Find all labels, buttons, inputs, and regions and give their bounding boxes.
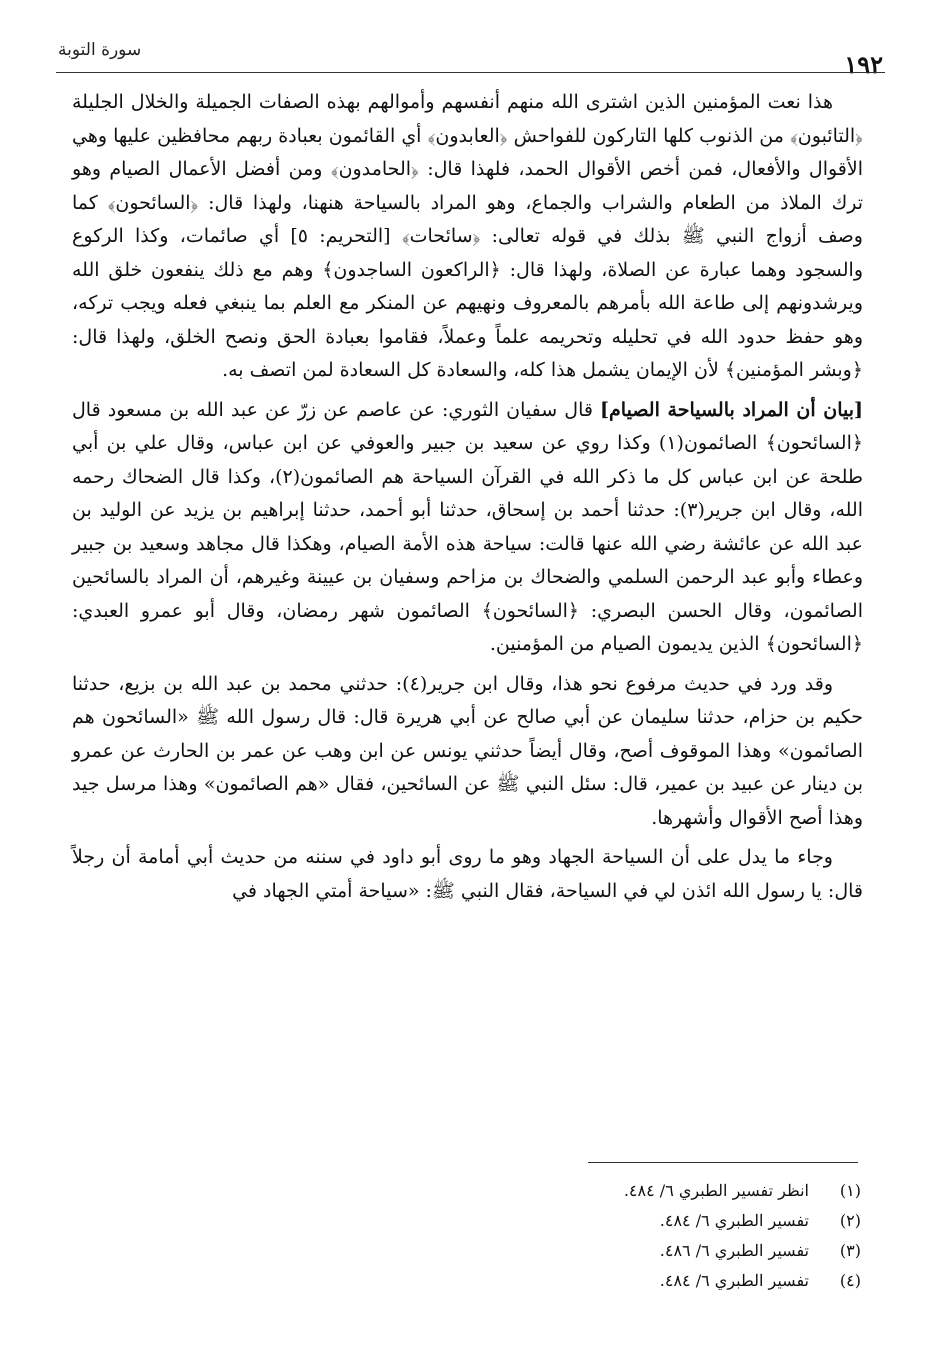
footnote-3: [430, 1236, 861, 1266]
footnote-1: [430, 1176, 861, 1206]
page-number: ١٩٢: [844, 50, 883, 79]
footnote-text: تفسير الطبري ٦/ ٤٨٦.: [659, 1241, 809, 1260]
footnotes: [430, 1176, 861, 1296]
footnote-2: [430, 1206, 861, 1236]
footnote-number: (١): [839, 1181, 861, 1200]
paragraph-1: هذا نعت المؤمنين الذين اشترى الله منهم أنفسهم وأموالهم بهذه الصفات الجميلة والخلال الجليلة ﴿التائبون﴾ من الذنوب كلها التاركون للفواحش ﴿العابدون﴾ أي القائمون بعبادة ربهم محافظين عليها وهي الأقوال والأفعال، فمن أخص الأقوال الحمد، فلهذا قال: ﴿الحامدون﴾ ومن أفضل الأعمال الصيام وهو ترك الملاذ من الطعام والشراب والجماع، وهو المراد بالسياحة هنهنا، ولهذا قال: ﴿السائحون﴾ كما وصف أزواج النبي ﷺ بذلك في قوله تعالى: ﴿سائحات﴾ [التحريم: ٥] أي صائمات، وكذا الركوع والسجود وهما عبارة عن الصلاة، ولهذا قال: ﴿الراكعون الساجدون﴾ وهم مع ذلك ينفعون خلق الله ويرشدونهم إلى طاعة الله بأمرهم بالمعروف ونهيهم عن المنكر مع العلم بما ينبغي فعله ويجب تركه، وهو حفظ حدود الله في تحليله وتحريمه علماً وعملاً، فقاموا بعبادة الحق ونصح الخلق، ولهذا قال: ﴿وبشر المؤمنين﴾ لأن الإيمان يشمل هذا كله، والسعادة كل السعادة لمن اتصف به.: [72, 91, 863, 381]
main-text: [72, 86, 863, 908]
footnote-number: (٣): [839, 1241, 861, 1260]
header-divider: [56, 72, 885, 73]
paragraph-4: وجاء ما يدل على أن السياحة الجهاد وهو ما روى أبو داود في سننه من حديث أبي أمامة أن رجلاً قال: يا رسول الله ائذن لي في السياحة، فقال النبي ﷺ: «سياحة أمتي الجهاد في: [72, 846, 863, 902]
footnote-number: (٢): [839, 1211, 861, 1230]
footnote-divider: [588, 1162, 858, 1163]
paragraph-2: [72, 394, 863, 662]
footnote-4: [430, 1266, 861, 1296]
paragraph-2-text: قال سفيان الثوري: عن عاصم عن زرّ عن عبد الله بن مسعود قال ﴿السائحون﴾ الصائمون(١) وكذا روي عن سعيد بن جبير والعوفي عن ابن عباس، وقال علي بن أبي طلحة عن ابن عباس كل ما ذكر الله في القرآن السياحة هم الصائمون(٢)، وكذا قال الضحاك رحمه الله، وقال ابن جرير(٣): حدثنا أحمد بن إسحاق، حدثنا أبو أحمد، حدثنا إبراهيم بن يزيد عن الوليد بن عبد الله عن عائشة رضي الله عنها قالت: سياحة هذه الأمة الصيام، وهكذا قال مجاهد وسعيد بن جبير وعطاء وأبو عبد الرحمن السلمي والضحاك بن مزاحم وسفيان بن عيينة وغيرهم، أن المراد بالسائحين الصائمون، وقال الحسن البصري: ﴿السائحون﴾ الصائمون شهر رمضان، وقال أبو عمرو العبدي: ﴿السائحون﴾ الذين يديمون الصيام من المؤمنين.: [72, 398, 863, 655]
running-header-surah-name: سورة التوبة: [58, 40, 142, 60]
footnote-text: انظر تفسير الطبري ٦/ ٤٨٤.: [623, 1181, 809, 1200]
footnote-text: تفسير الطبري ٦/ ٤٨٤.: [659, 1211, 809, 1230]
footnote-number: (٤): [839, 1271, 861, 1290]
section-heading: [بيان أن المراد بالسياحة الصيام]: [600, 398, 864, 421]
paragraph-3: وقد ورد في حديث مرفوع نحو هذا، وقال ابن جرير(٤): حدثني محمد بن عبد الله بن بزيع، حدثنا حكيم بن حزام، حدثنا سليمان عن أبي صالح عن أبي هريرة قال: قال رسول الله ﷺ «السائحون هم الصائمون» وهذا الموقوف أصح، وقال أيضاً حدثني يونس عن ابن وهب عن عمر بن الحارث عن عمرو بن دينار عن عبيد بن عمير، قال: سئل النبي ﷺ عن السائحين، فقال «هم الصائمون» وهذا مرسل جيد وهذا أصح الأقوال وأشهرها.: [72, 672, 863, 829]
footnote-text: تفسير الطبري ٦/ ٤٨٤.: [659, 1271, 809, 1290]
